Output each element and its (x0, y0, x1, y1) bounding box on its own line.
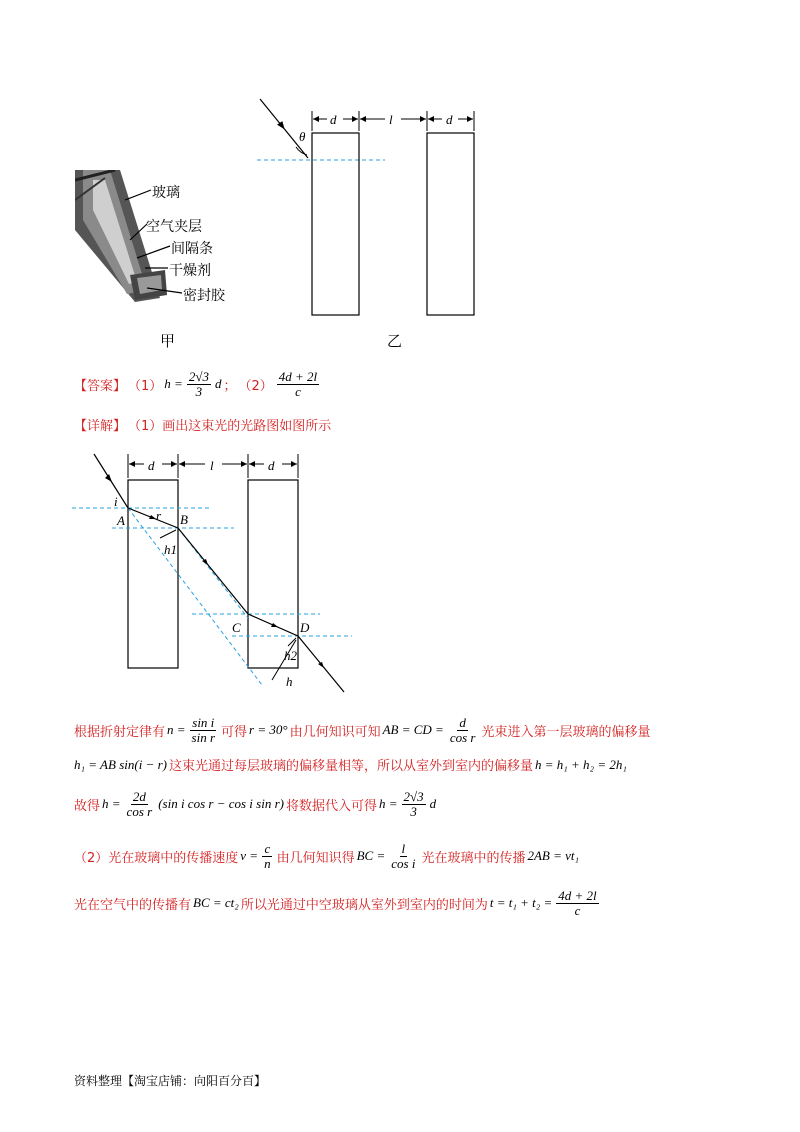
answer-sep: ； (223, 378, 237, 394)
l3-h-eq: h = (102, 796, 121, 811)
answer-line (74, 366, 321, 402)
l4-v-frac: $\frac{c}{n}$ (264, 840, 271, 871)
answer-part1: （1） (128, 378, 163, 394)
l4-text-a: （2）光在玻璃中的传播速度 (74, 850, 239, 866)
point-b: B (180, 512, 188, 527)
point-a: A (117, 513, 125, 528)
caption-yi: 乙 (387, 332, 403, 350)
dim-d-left: d (330, 112, 337, 127)
l3-frac: $\frac{2d}{\text{cos r}}$ (126, 788, 153, 819)
l2-eq2: h = h₁ + h₂ = 2h₁ (534, 756, 627, 772)
angle-r: r (156, 508, 162, 523)
l4-bc-eq: BC = (356, 848, 386, 863)
detail-intro: （1）画出这束光的光路图如图所示 (128, 419, 332, 434)
l3-h2-eq: h = (378, 796, 398, 811)
l3-tail: (sin i cos r − cos i sin r) (158, 796, 284, 811)
l1-text-d: 光束进入第一层玻璃的偏移量 (481, 724, 651, 740)
shift-h: h (286, 674, 293, 689)
point-c: C (232, 620, 241, 635)
path-dim-l: l (210, 458, 214, 473)
answer-tag: 【答案】 (74, 378, 127, 394)
explain-line-3 (74, 786, 436, 822)
answer-h-frac: $\frac{2√3}{3}$ (188, 368, 209, 399)
explain-line-4 (74, 838, 579, 874)
l4-eq: 2AB = vt₁ (527, 848, 580, 863)
explain-line-1 (74, 712, 651, 748)
detail-heading (74, 415, 331, 434)
glass-panels-diagram (255, 95, 485, 325)
point-d: D (300, 620, 310, 635)
photo-pointer-lines (75, 170, 250, 302)
l1-n-eq: n = (167, 722, 186, 737)
l1-n-frac: $\frac{\text{sin i}}{\text{sin r}}$ (191, 714, 216, 745)
l1-text-c: 由几何知识可知 (289, 724, 381, 740)
label-sealant: 密封胶 (182, 285, 226, 302)
dim-d-right: d (446, 112, 453, 127)
l5-text-b: 所以光通过中空玻璃从室外到室内的时间为 (240, 897, 488, 913)
l4-bc-frac: $\frac{l}{\text{cos i}}$ (391, 840, 416, 871)
l3-text-a: 故得 (74, 798, 101, 814)
angle-theta: θ (299, 129, 306, 144)
l1-text-a: 根据折射定律有 (74, 724, 166, 740)
l3-text-b: 将数据代入可得 (285, 798, 377, 814)
explain-line-5 (74, 885, 601, 921)
l5-eq: BC = ct₂ (193, 895, 239, 910)
shift-h1: h1 (164, 542, 177, 557)
dim-l: l (389, 112, 393, 127)
l3-d: d (429, 796, 437, 811)
light-path-diagram (72, 440, 372, 695)
l5-t-eq: t = t₁ + t₂ = (489, 895, 553, 910)
detail-tag: 【详解】 (74, 419, 127, 434)
l4-v-eq: v = (240, 848, 259, 863)
l4-text-b: 由几何知识得 (276, 850, 355, 866)
l4-text-c: 光在玻璃中的传播 (421, 850, 526, 866)
page-footer: 资料整理【淘宝店铺：向阳百分百】 (74, 1074, 267, 1088)
l5-text-a: 光在空气中的传播有 (74, 897, 192, 913)
l5-frac: $\frac{4d + 2l}{c}$ (558, 887, 597, 918)
l1-text-b: 可得 (221, 724, 248, 740)
explain-line-2 (74, 755, 627, 774)
caption-jia: 甲 (160, 332, 176, 350)
l3-frac2: $\frac{2√3}{3}$ (403, 788, 424, 819)
l1-r-val: r = 30° (249, 722, 288, 737)
path-dim-d1: d (148, 458, 155, 473)
path-dim-d2: d (268, 458, 275, 473)
label-desiccant: 干燥剂 (168, 260, 212, 280)
answer-h-tail: d (214, 376, 222, 391)
answer-part2: （2） (238, 378, 273, 394)
angle-i: i (114, 494, 118, 509)
l1-ab-frac: $\frac{d}{\text{cos r}}$ (449, 714, 476, 745)
l1-ab-eq: AB = CD = (382, 722, 444, 737)
l2-eq: h₁ = AB sin(i − r) (74, 756, 167, 772)
label-spacer: 间隔条 (170, 238, 214, 258)
shift-h2: h2 (284, 648, 297, 663)
label-air-layer: 空气夹层 (145, 216, 203, 236)
answer-h-eq: h = (164, 376, 183, 391)
l2-text: 这束光通过每层玻璃的偏移量相等，所以从室外到室内的偏移量 (168, 759, 533, 774)
label-glass: 玻璃 (151, 182, 181, 202)
answer-t-frac: $\frac{4d + 2l}{c}$ (278, 368, 318, 399)
